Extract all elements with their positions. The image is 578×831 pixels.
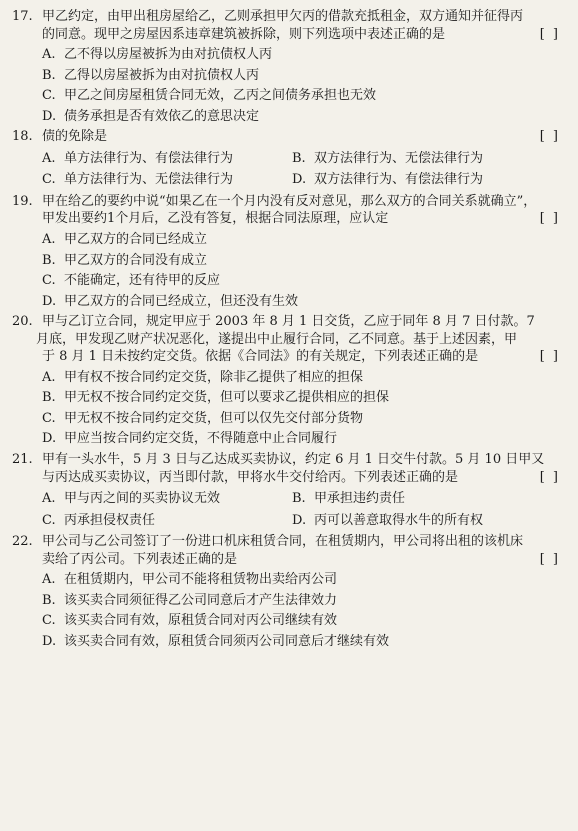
- answer-bracket: [ ]: [539, 26, 560, 42]
- options: [12, 231, 570, 310]
- answer-bracket: [ ]: [539, 349, 560, 365]
- option-a: A. 甲有权不按合同约定交货，除非乙提供了相应的担保: [42, 369, 364, 385]
- option-b: B. 乙得以房屋被拆为由对抗债权人丙: [42, 67, 260, 83]
- option-b: B. 该买卖合同须征得乙公司同意后才产生法律效力: [42, 592, 338, 608]
- stem-line: 于 8 月 1 日未按约定交货。依据《合同法》的有关规定，下列表述正确的是: [42, 349, 479, 365]
- options: [12, 490, 570, 529]
- stem-line: 甲有一头水牛，5 月 3 日与乙达成买卖协议，约定 6 月 1 日交牛付款。5 月 10 日甲又: [42, 452, 545, 468]
- stem-line: 与丙达成买卖协议，丙当即付款，甲将水牛交付给丙。下列表述正确的是: [42, 469, 459, 485]
- option-b: B. 甲乙双方的合同没有成立: [42, 252, 208, 268]
- option-d: D. 丙可以善意取得水牛的所有权: [292, 512, 484, 528]
- stem-last-line: [42, 26, 570, 44]
- option-row: [42, 171, 570, 189]
- option-a: A. 甲乙双方的合同已经成立: [42, 232, 208, 248]
- question-number: 17.: [12, 9, 33, 24]
- stem-line: 月底，甲发现乙财产状况恶化，遂提出中止履行合同，乙不同意。基于上述因素，甲: [36, 331, 518, 347]
- stem-line: 的同意。现甲之房屋因系违章建筑被拆除，则下列选项中表述正确的是: [42, 26, 446, 42]
- question-number: 19.: [12, 193, 33, 209]
- question-number: 22.: [12, 534, 33, 550]
- answer-bracket: [ ]: [539, 211, 560, 227]
- option-d: D. 双方法律行为、有偿法律行为: [292, 172, 484, 188]
- question-22: [12, 533, 570, 650]
- option-c: C. 该买卖合同有效，原租赁合同对丙公司继续有效: [42, 613, 338, 629]
- option-d: D. 债务承担是否有效依乙的意思决定: [42, 108, 260, 124]
- option-a: A. 在租赁期内，甲公司不能将租赁物出卖给丙公司: [42, 572, 338, 588]
- option-a: A. 乙不得以房屋被拆为由对抗债权人丙: [42, 47, 273, 63]
- answer-bracket: [ ]: [539, 551, 560, 567]
- stem-last-line: [42, 128, 570, 146]
- stem-last-line: [42, 210, 570, 228]
- question-number: 20.: [12, 314, 33, 330]
- question-stem: [12, 533, 570, 568]
- question-stem: [12, 193, 570, 228]
- question-21: [12, 451, 570, 529]
- option-b: B. 双方法律行为、无偿法律行为: [292, 150, 484, 166]
- stem-last-line: [42, 348, 570, 366]
- question-19: [12, 193, 570, 310]
- option-row: [42, 512, 570, 530]
- options: [12, 46, 570, 125]
- option-c: C. 甲无权不按合同约定交货，但可以仅先交付部分货物: [42, 410, 364, 426]
- option-c: C. 单方法律行为、无偿法律行为: [42, 172, 234, 188]
- question-number: 18.: [12, 129, 33, 145]
- answer-bracket: [ ]: [539, 129, 560, 145]
- question-number: 21.: [12, 452, 33, 468]
- question-stem: [12, 313, 570, 366]
- stem-line: 甲公司与乙公司签订了一份进口机床租赁合同，在租赁期内，甲公司将出租的该机床: [42, 534, 524, 550]
- option-a: A. 单方法律行为、有偿法律行为: [42, 150, 234, 166]
- question-stem: [12, 8, 570, 43]
- question-18: [12, 128, 570, 189]
- stem-last-line: [42, 469, 570, 487]
- stem-line: 甲与乙订立合同，规定甲应于 2003 年 8 月 1 日交货，乙应于同年 8 月 7 日付款。7: [42, 314, 535, 330]
- option-d: D. 该买卖合同有效，原租赁合同须丙公司同意后才继续有效: [42, 633, 390, 649]
- options: [12, 571, 570, 650]
- stem-line: 甲乙约定，由甲出租房屋给乙，乙则承担甲欠丙的借款充抵租金，双方通知并征得丙: [42, 9, 524, 24]
- option-row: [42, 150, 570, 168]
- question-20: [12, 313, 570, 448]
- option-b: B. 甲无权不按合同约定交货，但可以要求乙提供相应的担保: [42, 390, 390, 406]
- question-17: [12, 8, 570, 125]
- stem-line: 债的免除是: [42, 129, 108, 145]
- stem-line: 甲在给乙的要约中说“如果乙在一个月内没有反对意见，那么双方的合同关系就确立”，: [42, 193, 537, 209]
- option-c: C. 不能确定，还有待甲的反应: [42, 273, 221, 289]
- option-a: A. 甲与丙之间的买卖协议无效: [42, 491, 221, 507]
- answer-bracket: [ ]: [539, 469, 560, 485]
- options: [12, 150, 570, 189]
- stem-last-line: [42, 551, 570, 569]
- option-d: D. 甲应当按合同约定交货，不得随意中止合同履行: [42, 431, 338, 447]
- option-b: B. 甲承担违约责任: [292, 491, 406, 507]
- option-c: C. 丙承担侵权责任: [42, 512, 156, 528]
- option-row: [42, 490, 570, 508]
- option-d: D. 甲乙双方的合同已经成立，但还没有生效: [42, 293, 299, 309]
- options: [12, 369, 570, 448]
- stem-line: 甲发出要约1个月后，乙没有答复，根据合同法原理，应认定: [42, 211, 389, 227]
- exam-page: [12, 8, 570, 654]
- stem-line: 卖给了丙公司。下列表述正确的是: [42, 551, 238, 567]
- question-stem: [12, 451, 570, 486]
- option-c: C. 甲乙之间房屋租赁合同无效，乙丙之间债务承担也无效: [42, 88, 377, 104]
- question-stem: [12, 128, 570, 146]
